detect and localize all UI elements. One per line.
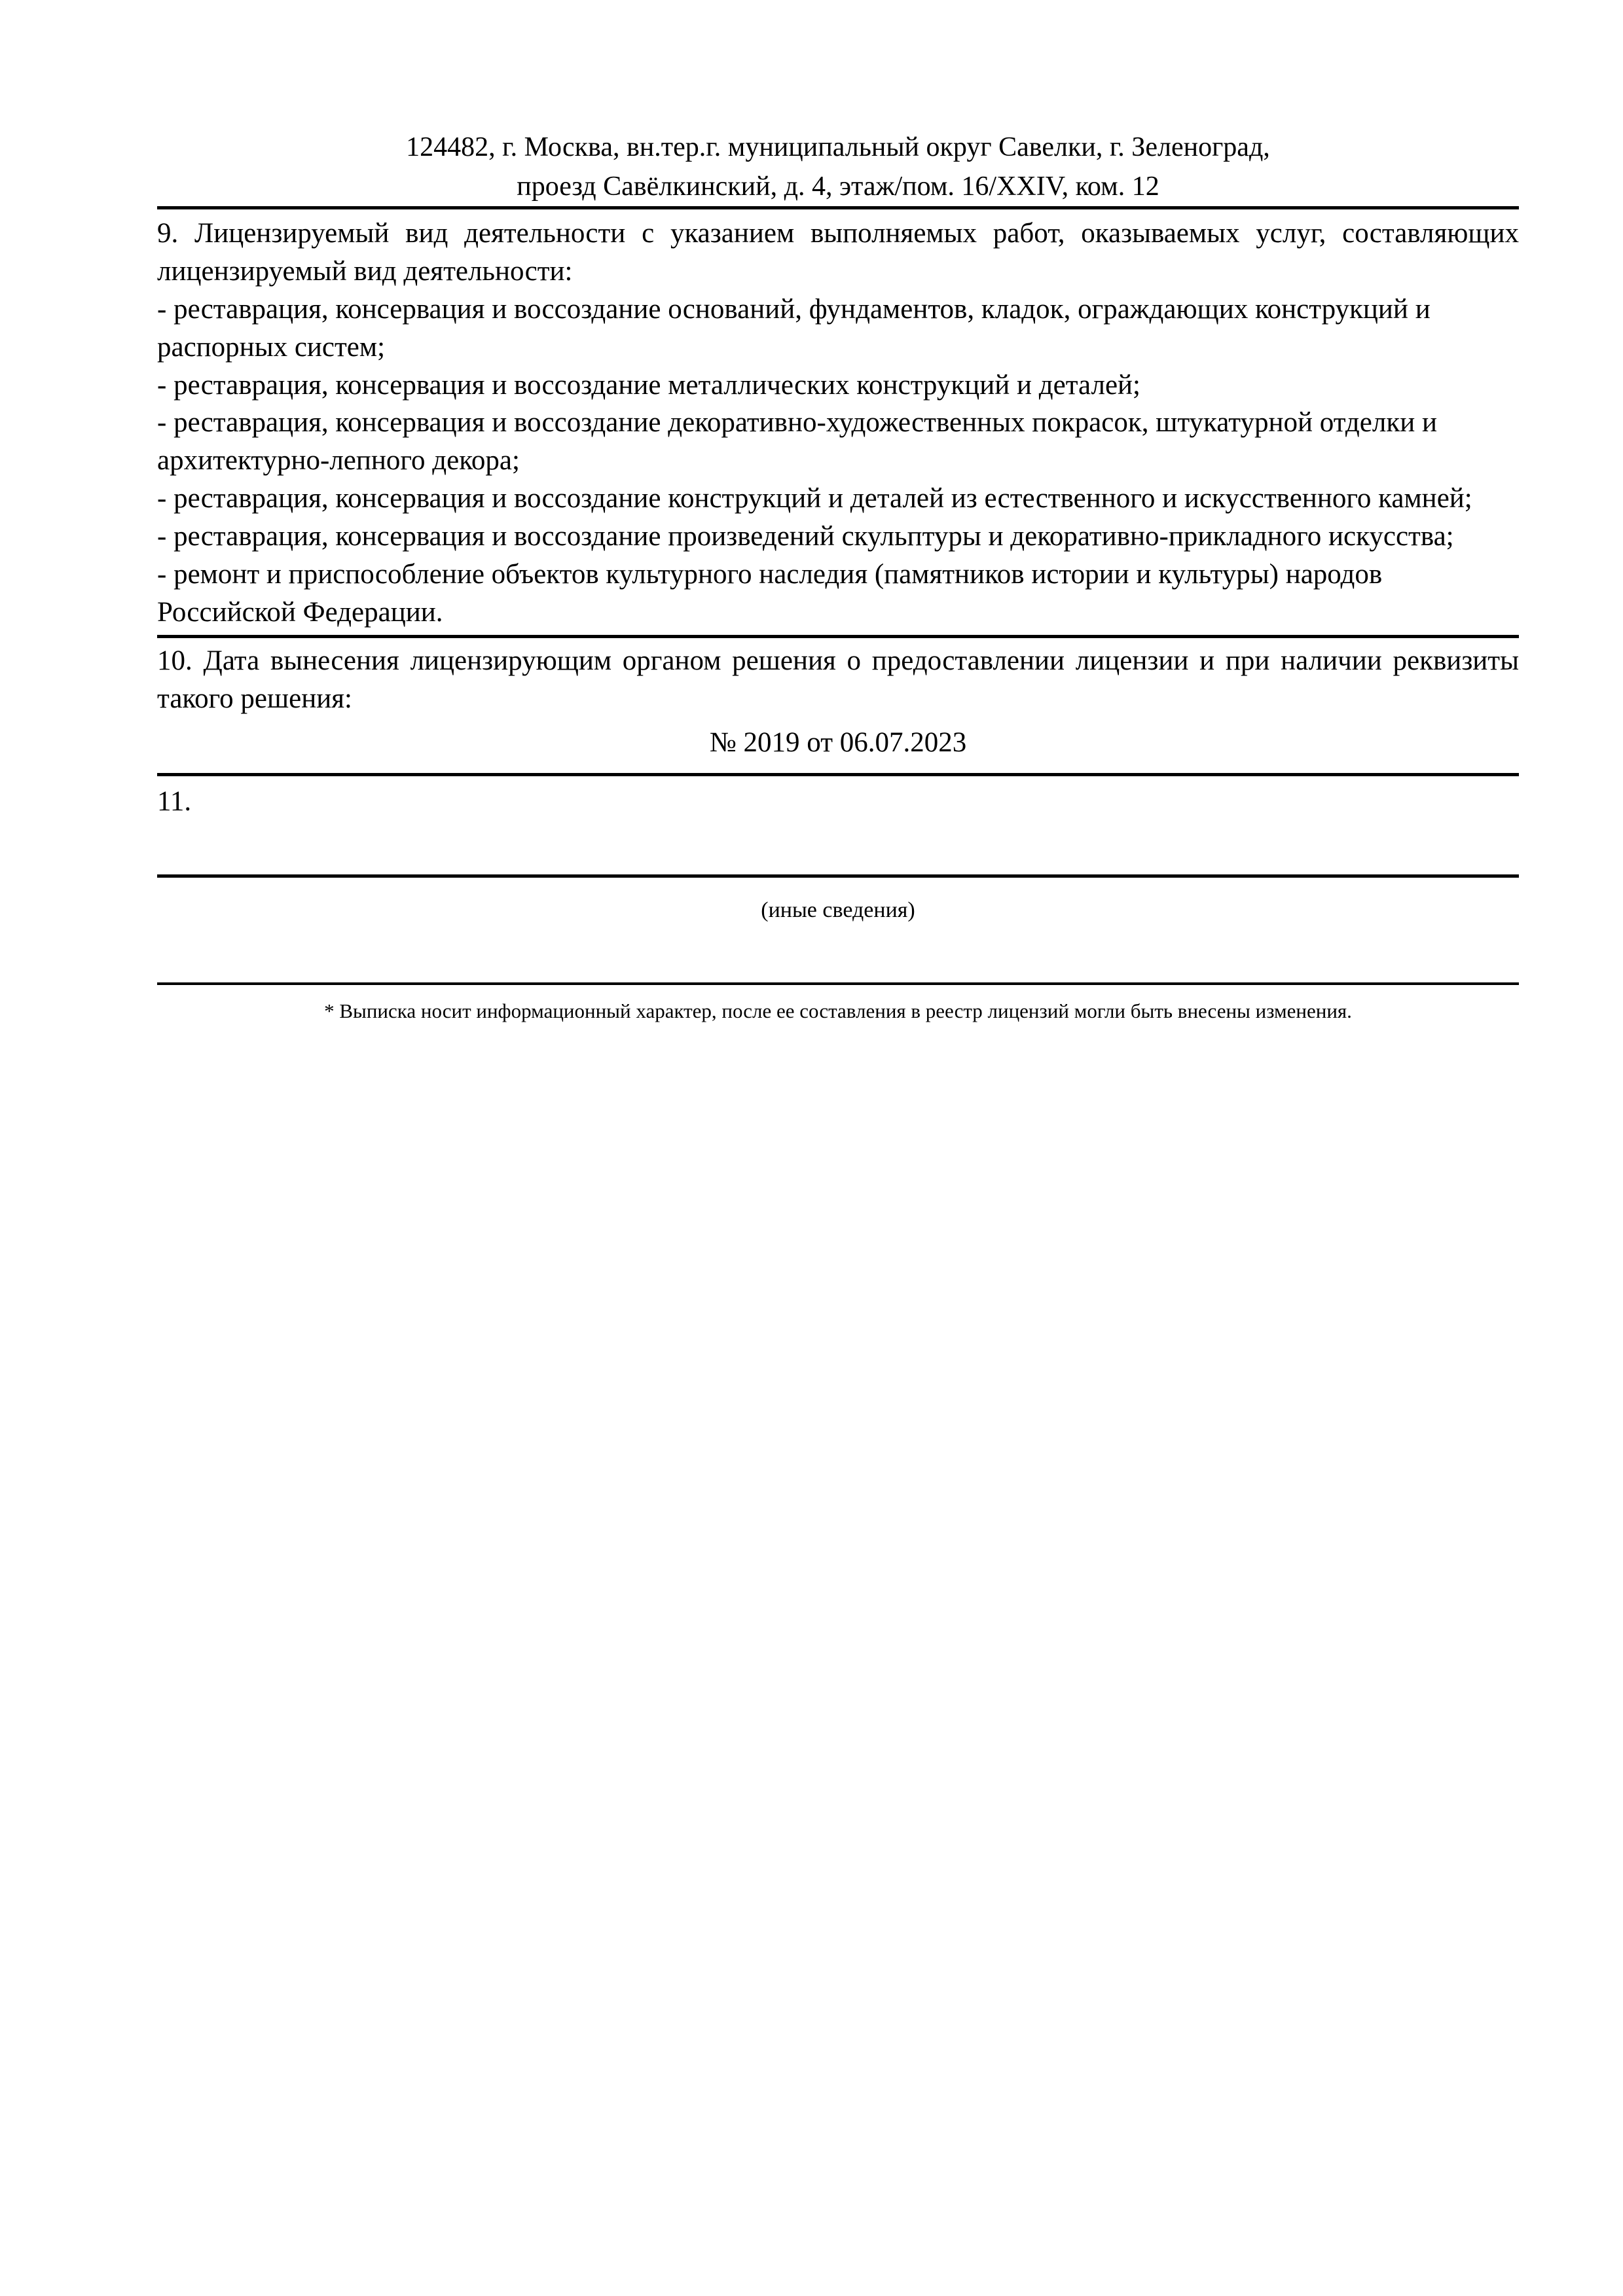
section-10-row [157, 638, 1519, 773]
address-line-2: проезд Савёлкинский, д. 4, этаж/пом. 16/XXIV, ком. 12 [517, 171, 1159, 202]
address-line-1: 124482, г. Москва, вн.тер.г. муниципальный округ Савелки, г. Зеленоград, [406, 132, 1270, 162]
other-information-caption: (иные сведения) [761, 897, 915, 922]
list-item: - реставрация, консервация и воссоздание произведений скульптуры и декоративно-прикладного искусства; [157, 520, 1454, 552]
list-item: - реставрация, консервация и воссоздание декоративно-художественных покрасок, штукатурной отделки и архитектурно-лепного декора; [157, 407, 1438, 476]
caption-spacer [157, 925, 1519, 982]
list-item: - ремонт и приспособление объектов культурного наследия (памятников истории и культуры) народов Российской Федерации. [157, 558, 1383, 628]
section-10-decision-value: № 2019 от 06.07.2023 [709, 727, 967, 759]
list-item: - реставрация, консервация и воссоздание металлических конструкций и деталей; [157, 369, 1140, 401]
address-header [157, 0, 1519, 206]
list-item: - реставрация, консервация и воссоздание конструкций и деталей из естественного и искусственного камней; [157, 483, 1472, 514]
section-9-activity-list [157, 291, 1519, 631]
section-9-row [157, 209, 1519, 635]
section-10-heading: 10. Дата вынесения лицензирующим органом решения о предоставлении лицензии и при наличии реквизиты такого решения: [157, 645, 1519, 715]
list-item: - реставрация, консервация и воссоздание оснований, фундаментов, кладок, ограждающих конструкций и распорных систем; [157, 293, 1431, 363]
section-11-number: 11. [157, 785, 192, 817]
document-content-column [157, 0, 1519, 1026]
footnote-disclaimer: * Выписка носит информационный характер, после ее составления в реестр лицензий могли быть внесены изменения. [324, 999, 1352, 1023]
section-11-row [157, 776, 1519, 874]
section-9-heading: 9. Лицензируемый вид деятельности с указанием выполняемых работ, оказываемых услуг, составляющих лицензируемый вид деятельности: [157, 218, 1519, 287]
